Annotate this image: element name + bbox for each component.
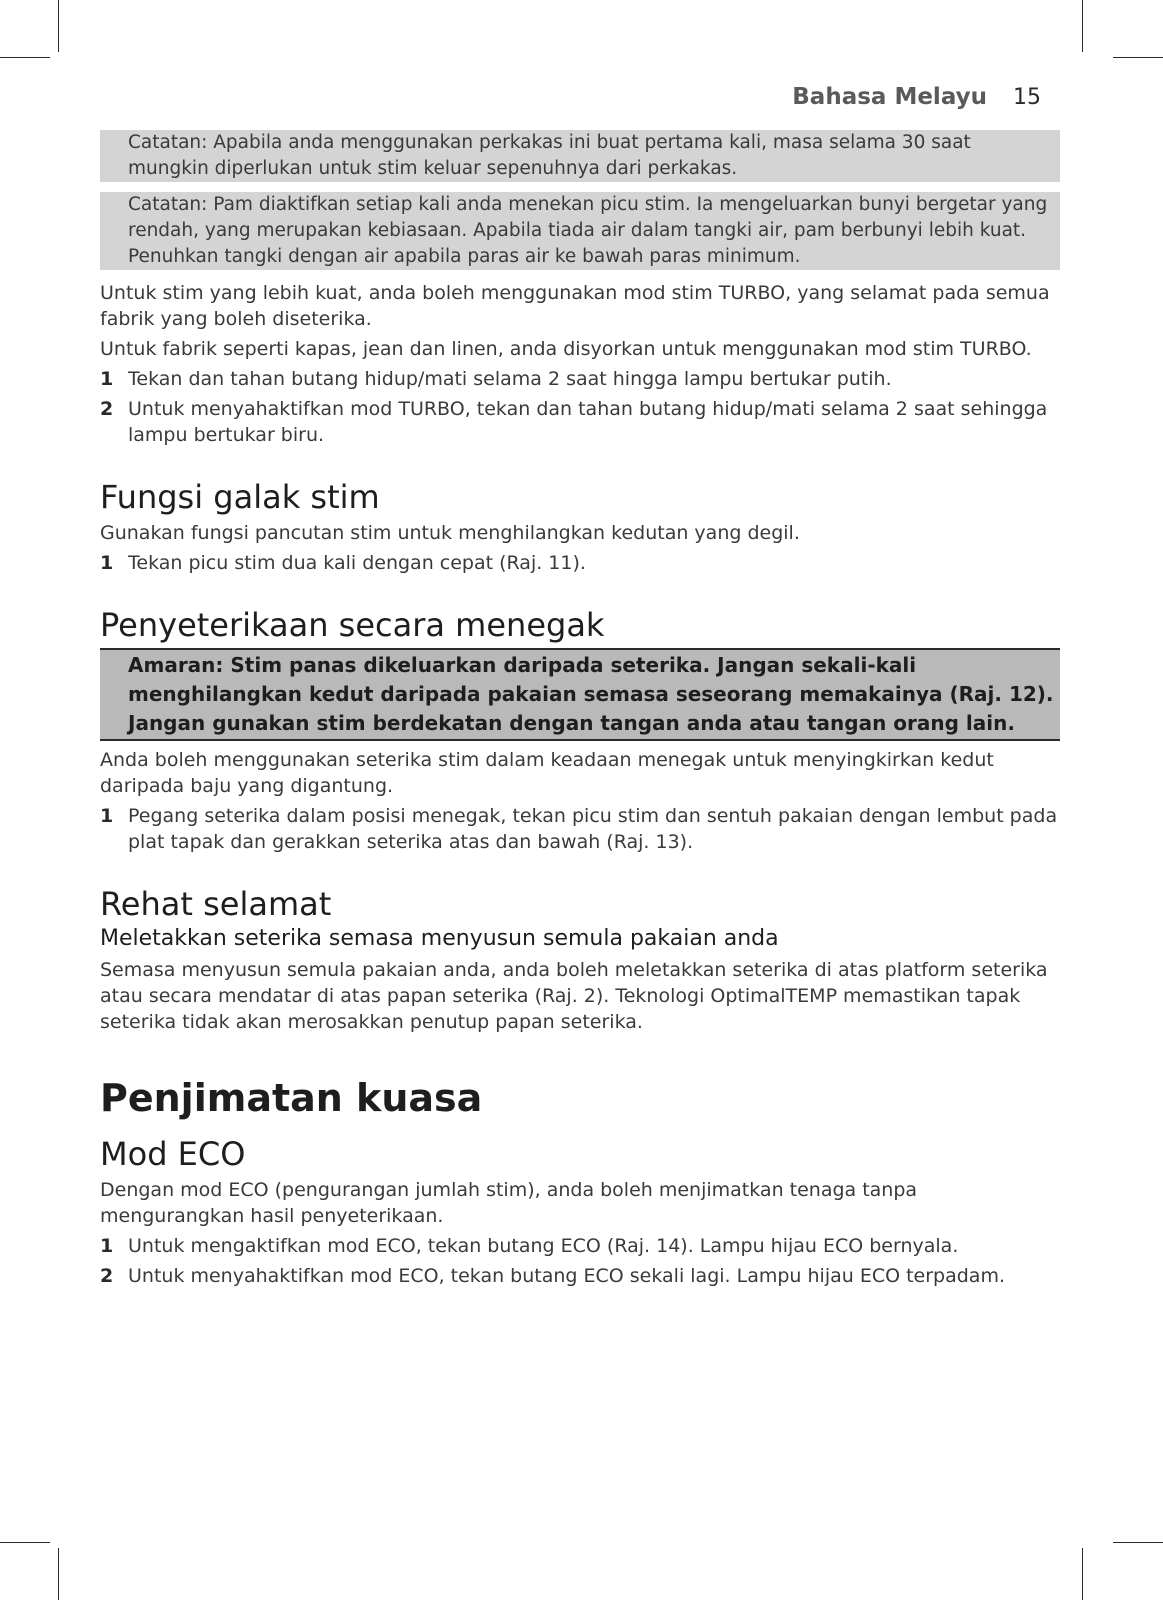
step-text: Tekan dan tahan butang hidup/mati selama 2 saat hingga lampu bertukar putih. [128,368,892,390]
header-language: Bahasa Melayu [792,84,987,110]
list-item [100,1263,1060,1289]
list-item [100,1233,1060,1259]
paragraph: Untuk stim yang lebih kuat, anda boleh menggunakan mod stim TURBO, yang selamat pada semua fabrik yang boleh diseterika. [100,282,1050,330]
crop-mark [1113,1542,1163,1543]
section-heading: Mod ECO [100,1135,246,1173]
section-heading: Rehat selamat [100,885,332,923]
step-number: 1 [100,1235,114,1257]
subsection-heading: Meletakkan seterika semasa menyusun semula pakaian anda [100,926,779,951]
crop-mark [0,1542,50,1543]
step-text: Untuk menyahaktifkan mod ECO, tekan butang ECO sekali lagi. Lampu hijau ECO terpadam. [128,1265,1005,1287]
note-box: Catatan: Pam diaktifkan setiap kali anda menekan picu stim. Ia mengeluarkan bunyi bergetar yang rendah, yang merupakan kebiasaan. Apabila tiada air dalam tangki air, pam berbunyi lebih kuat. Penuhkan tangki dengan air apabila paras air ke bawah paras minimum. [100,192,1060,270]
paragraph: Gunakan fungsi pancutan stim untuk menghilangkan kedutan yang degil. [100,522,800,544]
step-number: 1 [100,552,114,574]
page-number: 15 [1013,85,1041,110]
page-header [792,84,1041,110]
crop-mark [1082,1548,1083,1600]
section-heading: Fungsi galak stim [100,478,380,516]
list-item [100,396,1060,448]
crop-mark [0,57,50,58]
step-text: Untuk mengaktifkan mod ECO, tekan butang ECO (Raj. 14). Lampu hijau ECO bernyala. [128,1235,959,1257]
crop-mark [1113,57,1163,58]
list-item [100,550,1060,576]
list-item [100,803,1060,855]
step-number: 2 [100,398,114,420]
crop-mark [1082,0,1083,52]
paragraph: Dengan mod ECO (pengurangan jumlah stim), anda boleh menjimatkan tenaga tanpa mengurangkan hasil penyeterikaan. [100,1179,918,1227]
chapter-title: Penjimatan kuasa [100,1076,483,1120]
step-text: Pegang seterika dalam posisi menegak, tekan picu stim dan sentuh pakaian dengan lembut pada plat tapak dan gerakkan seterika atas dan bawah (Raj. 13). [128,805,1058,853]
step-text: Untuk menyahaktifkan mod TURBO, tekan dan tahan butang hidup/mati selama 2 saat sehingga lampu bertukar biru. [128,398,1048,446]
note-box: Catatan: Apabila anda menggunakan perkakas ini buat pertama kali, masa selama 30 saat mungkin diperlukan untuk stim keluar sepenuhnya dari perkakas. [100,130,1060,182]
list-item [100,366,1060,392]
step-number: 1 [100,805,114,827]
warning-box: Amaran: Stim panas dikeluarkan daripada seterika. Jangan sekali-kali menghilangkan kedut daripada pakaian semasa seseorang memakainya (Raj. 12). Jangan gunakan stim berdekatan dengan tangan anda atau tangan orang lain. [100,648,1060,741]
crop-mark [58,1548,59,1600]
crop-mark [58,0,59,52]
paragraph: Untuk fabrik seperti kapas, jean dan linen, anda disyorkan untuk menggunakan mod stim TURBO. [100,338,1032,360]
page-content [100,130,1060,1293]
paragraph: Anda boleh menggunakan seterika stim dalam keadaan menegak untuk menyingkirkan kedut daripada baju yang digantung. [100,749,994,797]
step-text: Tekan picu stim dua kali dengan cepat (Raj. 11). [128,552,586,574]
section-heading: Penyeterikaan secara menegak [100,606,605,644]
step-number: 1 [100,368,114,390]
paragraph: Semasa menyusun semula pakaian anda, anda boleh meletakkan seterika di atas platform seterika atau secara mendatar di atas papan seterika (Raj. 2). Teknologi OptimalTEMP memastikan tapak seterika tidak akan merosakkan penutup papan seterika. [100,959,1048,1033]
step-number: 2 [100,1265,114,1287]
